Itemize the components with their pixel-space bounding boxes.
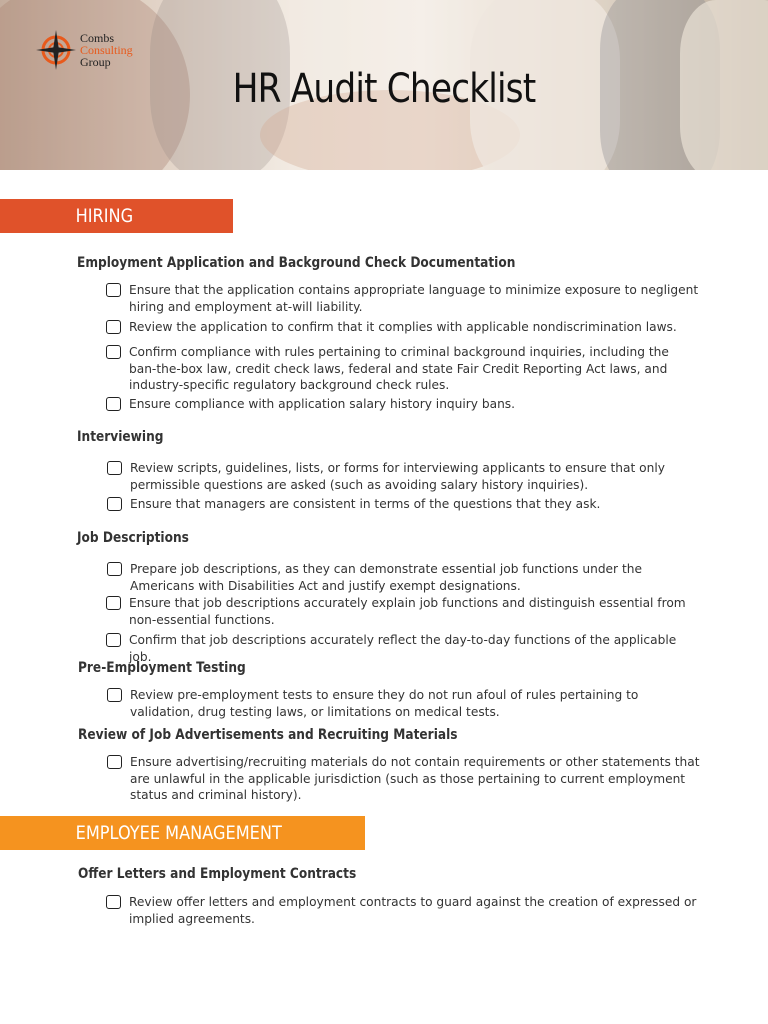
heading-job-descriptions: Job Descriptions — [77, 530, 189, 546]
checkbox[interactable] — [106, 345, 121, 359]
checkbox[interactable] — [106, 320, 121, 334]
checkbox[interactable] — [107, 497, 122, 511]
heading-offer-letters: Offer Letters and Employment Contracts — [78, 866, 357, 882]
checkbox[interactable] — [107, 562, 122, 576]
heading-application: Employment Application and Background Check Documentation — [77, 255, 516, 271]
logo-wordmark: Combs Consulting Group — [80, 31, 133, 69]
checkbox[interactable] — [106, 596, 121, 610]
checkbox[interactable] — [106, 397, 121, 411]
heading-pre-employment-testing: Pre-Employment Testing — [78, 660, 246, 676]
checkbox[interactable] — [107, 755, 122, 769]
checkbox[interactable] — [107, 688, 122, 702]
checkbox[interactable] — [106, 633, 121, 647]
checkbox[interactable] — [106, 895, 121, 909]
heading-interviewing: Interviewing — [77, 429, 164, 445]
section-banner-hiring: HIRING — [0, 199, 233, 233]
checkbox[interactable] — [106, 283, 121, 297]
page-title: HR Audit Checklist — [232, 66, 536, 112]
section-banner-employee-management: EMPLOYEE MANAGEMENT — [0, 816, 365, 850]
checkbox[interactable] — [107, 461, 122, 475]
heading-job-advertisements: Review of Job Advertisements and Recruiting Materials — [78, 727, 458, 743]
